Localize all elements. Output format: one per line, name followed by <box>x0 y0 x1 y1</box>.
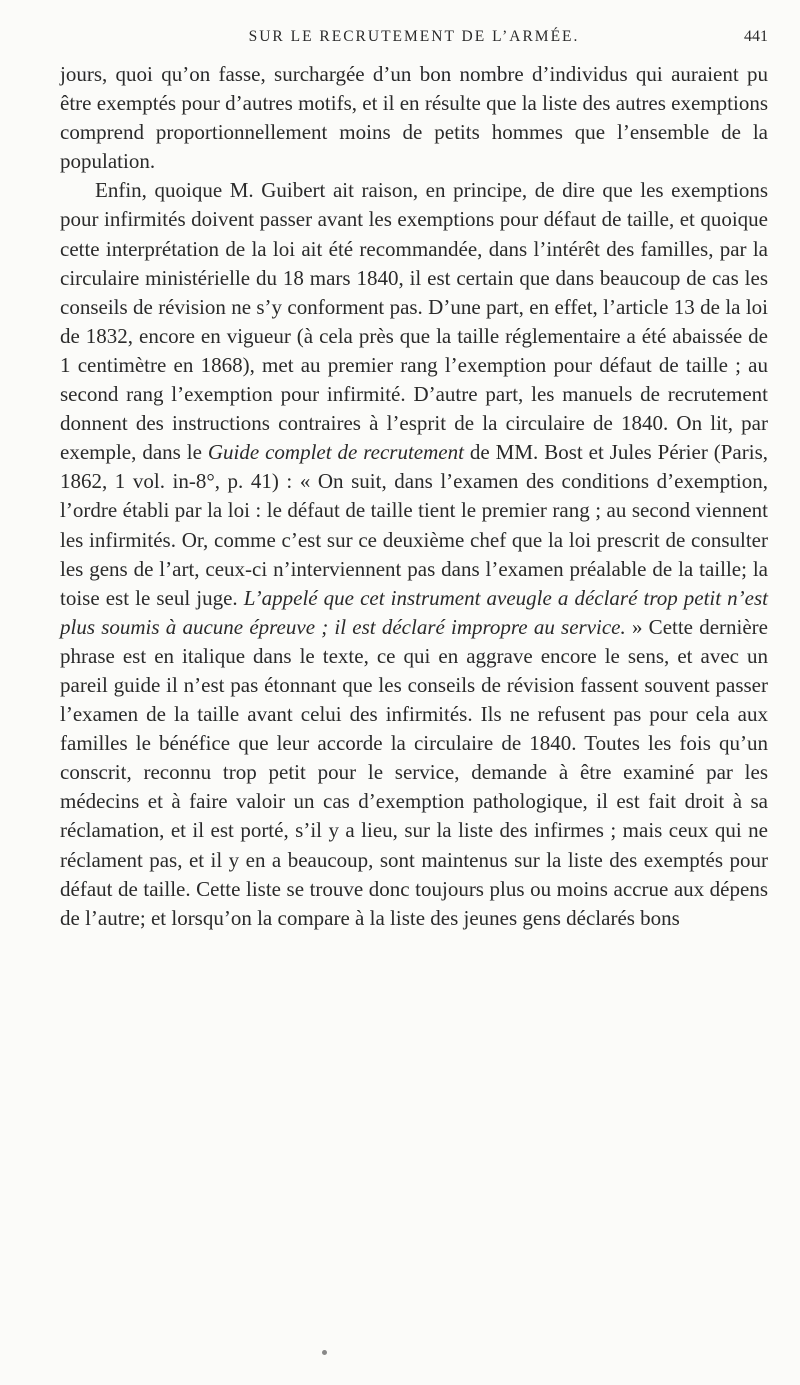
paragraph-2 <box>60 176 768 932</box>
text-segment: » Cette dernière phrase est en italique dans le texte, ce qui en aggrave encore le sens, et avec un pareil guide il n’est pas étonnant que les conseils de révision fassent souvent passer l’examen de la taille avant celui des infirmités. Ils ne refusent pas pour cela aux familles le bénéfice que leur accorde la circulaire de 1840. Toutes les fois qu’un conscrit, reconnu trop petit pour le service, demande à être examiné par les médecins et à faire valoir un cas d’exemption pathologique, il est fait droit à sa réclamation, et il est porté, s’il y a lieu, sur la liste des infirmes ; mais ceux qui ne réclament pas, et il y en a beaucoup, sont maintenus sur la liste des exemptés pour défaut de taille. Cette liste se trouve donc toujours plus ou moins accrue aux dépens de l’autre; et lorsqu’on la compare à la liste des jeunes gens déclarés bons <box>60 614 768 930</box>
page-number: 441 <box>744 28 768 45</box>
text-segment: Enfin, quoique M. Guibert ait raison, en principe, de dire que les exemptions pour infirmités doivent passer avant les exemptions pour défaut de taille, et quoique cette interprétation de la loi ait été recommandée, dans l’intérêt des familles, par la circulaire ministérielle du 18 mars 1840, il est certain que dans beaucoup de cas les conseils de révision ne s’y conforment pas. D’une part, en effet, l’article 13 de la loi de 1832, encore en vigueur (à cela près que la taille réglementaire a été abaissée de 1 centimètre en 1868), met au premier rang l’exemption pour défaut de taille ; au second rang l’exemption pour infirmité. D’autre part, les manuels de recrutement donnent des instructions contraires à l’esprit de la circulaire de 1840. On lit, par exemple, dans le <box>60 178 768 465</box>
italic-book-title: Guide complet de recrutement <box>207 440 464 465</box>
paragraph-1 <box>60 60 768 176</box>
running-title: SUR LE RECRUTEMENT DE L’ARMÉE. <box>248 28 580 45</box>
body-text <box>60 60 768 933</box>
printer-mark-dot <box>322 1350 327 1355</box>
running-head <box>60 20 768 54</box>
italic-quotation: L’appelé que cet instrument aveugle a déclaré trop petit n’est plus soumis à aucune épreuve ; il est déclaré impropre au service. <box>60 585 768 639</box>
text-segment: de MM. Bost et Jules Périer (Paris, 1862, 1 vol. in-8°, p. 41) : « On suit, dans l’examen des conditions d’exemption, l’ordre établi par la loi : le défaut de taille tient le premier rang ; au second viennent les infirmités. Or, comme c’est sur ce deuxième chef que la loi prescrit de consulter les gens de l’art, ceux-ci n’interviennent pas dans l’examen préalable de la taille; la toise est le seul juge. <box>60 440 768 610</box>
text-segment: jours, quoi qu’on fasse, surchargée d’un bon nombre d’individus qui auraient pu être exemptés pour d’autres motifs, et il en résulte que la liste des autres exemptions comprend proportionnellement moins de petits hommes que l’ensemble de la population. <box>60 62 768 174</box>
